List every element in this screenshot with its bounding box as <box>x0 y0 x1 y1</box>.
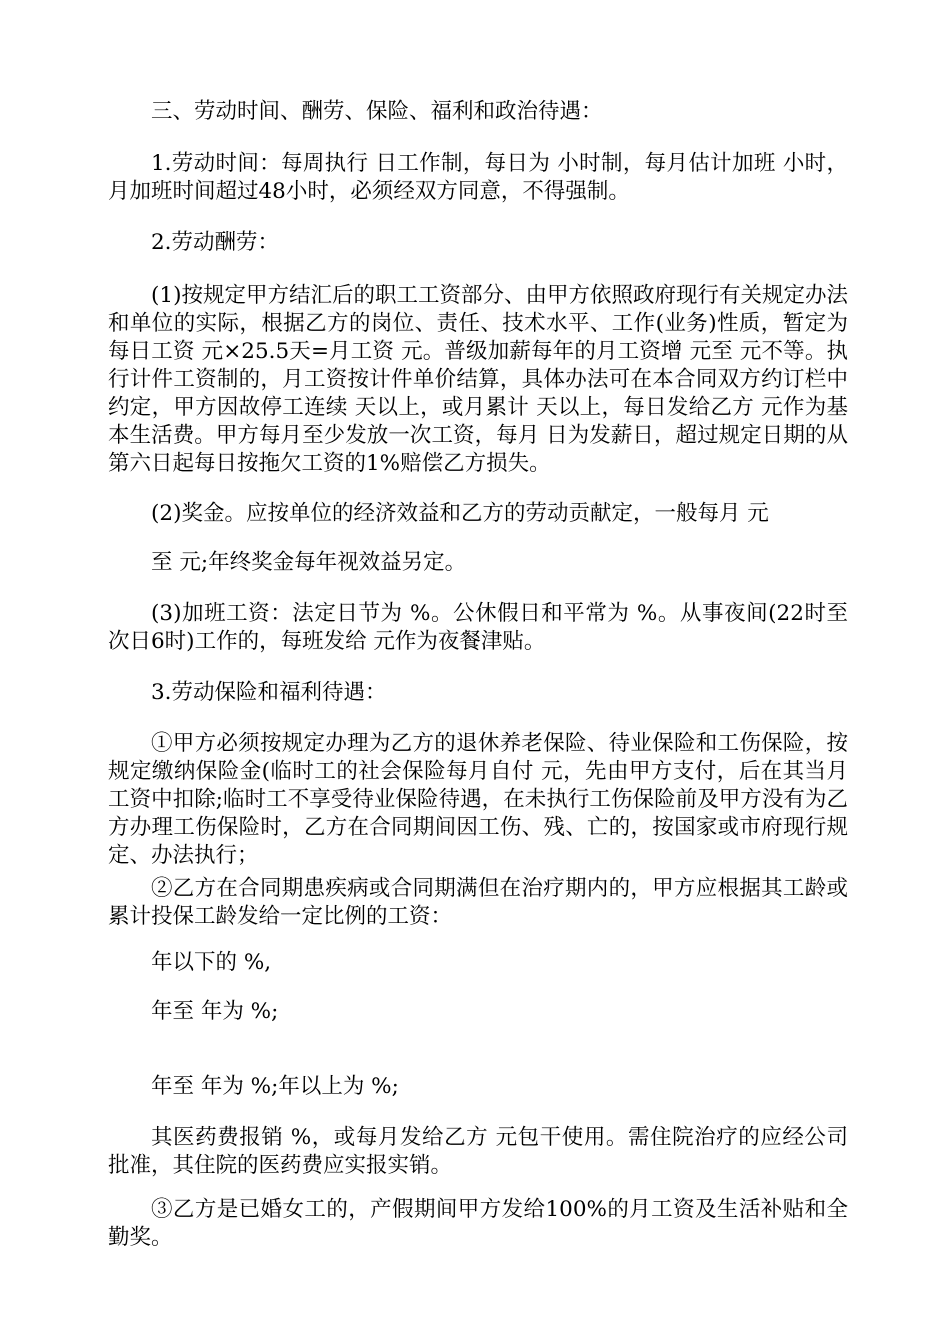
paragraph-medical-expenses: 其医药费报销 %，或每月发给乙方 元包干使用。需住院治疗的应经公司批准，其住院的医药费应实报实销。 <box>108 1125 848 1178</box>
paragraph-overtime-pay: (3)加班工资：法定日节为 %。公休假日和平常为 %。从事夜间(22时至次日6时)工作的，每班发给 元作为夜餐津贴。 <box>108 601 848 654</box>
paragraph-insurance-clause-1: ①甲方必须按规定办理为乙方的退休养老保险、待业保险和工伤保险，按规定缴纳保险金(临时工的社会保险每月自付 元，先由甲方支付，后在其当月工资中扣除;临时工不享受待业保险待遇，在未执行工伤保险前及甲方没有为乙方办理工伤保险时，乙方在合同期间因工伤、残、亡的，按国家或市府现行规定、办法执行； <box>108 731 848 868</box>
paragraph-remuneration-heading: 2.劳动酬劳： <box>151 230 280 255</box>
paragraph-insurance-heading: 3.劳动保险和福利待遇： <box>151 680 387 705</box>
paragraph-wage-terms: (1)按规定甲方结汇后的职工工资部分、由甲方依照政府现行有关规定办法和单位的实际，根据乙方的岗位、责任、技术水平、工作(业务)性质，暂定为每日工资 元×25.5天=月工资 元。普级加薪每年的月工资增 元至 元不等。执行计件工资制的，月工资按计件单价结算，具体办法可在本合同双方约订栏中约定，甲方因故停工连续 天以上，或月累计 天以上，每日发给乙方 元作为基本生活费。甲方每月至少发放一次工资，每月 日为发薪日，超过规定日期的从第六日起每日按拖欠工资的1%赔偿乙方损失。 <box>108 283 848 476</box>
paragraph-maternity: ③乙方是已婚女工的，产假期间甲方发给100%的月工资及生活补贴和全勤奖。 <box>108 1197 848 1250</box>
paragraph-work-hours: 1.劳动时间：每周执行 日工作制，每日为 小时制，每月估计加班 小时，月加班时间超过48小时，必须经双方同意，不得强制。 <box>108 151 848 204</box>
paragraph-wage-ratio-2: 年至 年为 %; <box>151 999 279 1024</box>
paragraph-insurance-clause-2: ②乙方在合同期患疾病或合同期满但在治疗期内的，甲方应根据其工龄或累计投保工龄发给一定比例的工资： <box>108 876 848 929</box>
section-heading: 三、劳动时间、酬劳、保险、福利和政治待遇： <box>151 99 603 124</box>
paragraph-bonus-continued: 至 元;年终奖金每年视效益另定。 <box>151 550 467 575</box>
paragraph-wage-ratio-1: 年以下的 %, <box>151 950 272 975</box>
paragraph-bonus: (2)奖金。应按单位的经济效益和乙方的劳动贡献定，一般每月 元 <box>151 501 769 526</box>
paragraph-wage-ratio-3: 年至 年为 %;年以上为 %; <box>151 1074 399 1099</box>
